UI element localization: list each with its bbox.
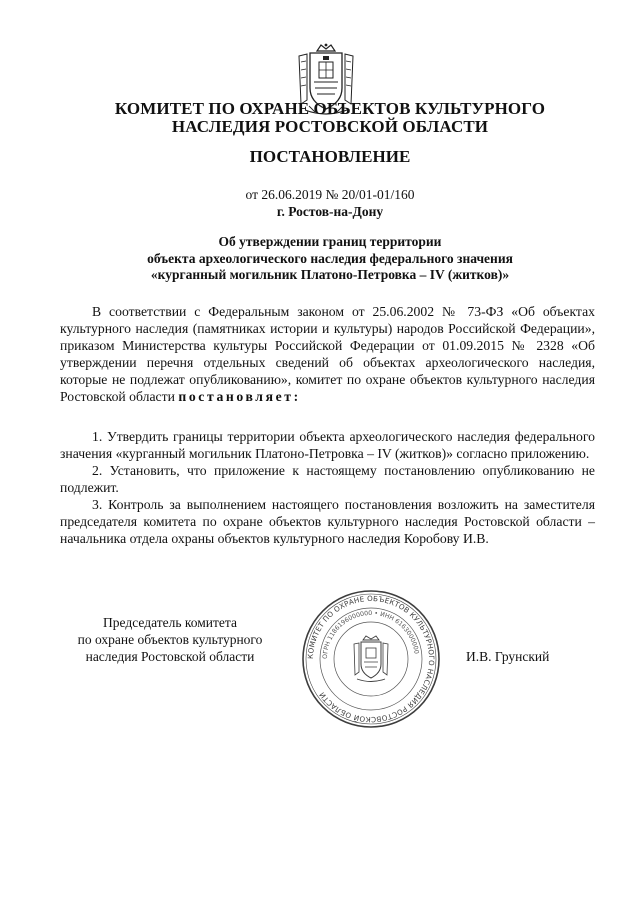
organization-title-line: НАСЛЕДИЯ РОСТОВСКОЙ ОБЛАСТИ (171, 117, 489, 136)
preamble-text (60, 303, 595, 405)
preamble-body: В соответствии с Федеральным законом от 25.06.2002 № 73-ФЗ «Об объектах культурного наследия (памятниках истории и культуры) народов Российской Федерации», приказом Министерства культуры Российской Федерации от 01.09.2015 № 2328 «Об утверждении перечня отдельных сведений об объектах археологического наследия, которые не подлежат опубликованию», комитет по охране объектов культурного наследия Ростовской области (60, 304, 595, 404)
seal-inner-text (322, 610, 420, 659)
decree-item: 2. Установить, что приложение к настоящему постановлению опубликованию не подлежит. (60, 463, 595, 495)
decree-item: 3. Контроль за выполнением настоящего постановления возложить на заместителя председателя комитета по охране объектов культурного наследия Ростовской области – начальника отдела охраны объектов культурного наследия Коробову И.В. (60, 497, 595, 546)
organization-title (60, 100, 600, 136)
signatory-position-line: наследия Ростовской области (85, 649, 255, 664)
seal-inner-textpath: ОГРН 1186196000000 • ИНН 6163000000 (321, 609, 420, 660)
decree-items (60, 428, 595, 547)
seal-outer-textpath: КОМИТЕТ ПО ОХРАНЕ ОБЪЕКТОВ КУЛЬТУРНОГО НАСЛЕДИЯ РОСТОВСКОЙ ОБЛАСТИ (305, 593, 437, 725)
document-subject (60, 234, 600, 284)
coat-of-arms-icon (354, 636, 388, 682)
subject-line: объекта археологического наследия федерального значения (147, 250, 513, 266)
decree-item: 1. Утвердить границы территории объекта археологического наследия федерального значения «курганный могильник Платоно-Петровка – IV (житков)» согласно приложению. (60, 429, 595, 461)
organization-title-line: КОМИТЕТ ПО ОХРАНЕ ОБЪЕКТОВ КУЛЬТУРНОГО (114, 99, 546, 118)
decree-word: постановляет: (178, 389, 301, 404)
official-seal (300, 588, 442, 730)
document-city: г. Ростов-на-Дону (276, 204, 384, 219)
document-date-number: от 26.06.2019 № 20/01-01/160 (245, 187, 415, 202)
signatory-position (60, 614, 280, 665)
signatory-name: И.В. Грунский (466, 649, 550, 664)
signatory-position-line: Председатель комитета (103, 615, 237, 630)
subject-line: Об утверждении границ территории (218, 234, 442, 249)
signatory-position-line: по охране объектов культурного (77, 632, 263, 647)
document-type: ПОСТАНОВЛЕНИЕ (249, 147, 411, 166)
preamble-paragraph (60, 303, 595, 405)
subject-line: «курганный могильник Платоно-Петровка – IV (житков)» (150, 267, 510, 282)
